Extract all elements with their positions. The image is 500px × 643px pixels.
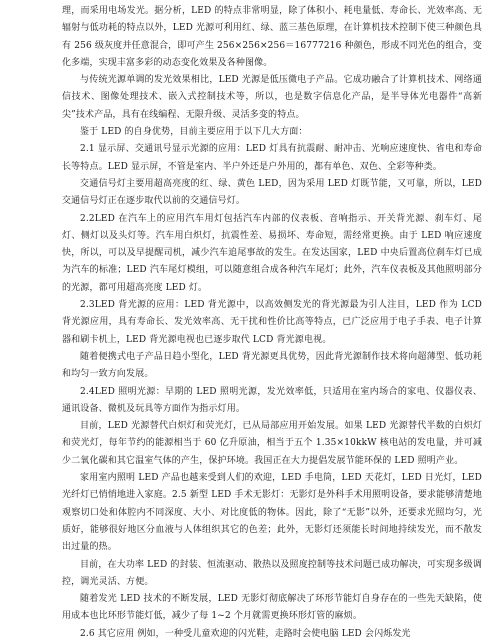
paragraph-4: 2.1 显示屏、交通讯号显示光源的应用：LED 灯具有抗震耐、耐冲击、光响应速度快、省电和寿命长等特点。LED 显示屏，不管是室内、半户外还是户外用的，都有单色、双色、全彩等种类。 bbox=[62, 144, 482, 172]
paragraph-9: 2.4LED 照明光源：早期的 LED 照明光源，发光效率低，只适用在室内场合的家电、仪器仪表、通讯设备、微机及玩具等方面作为指示灯用。 bbox=[62, 386, 482, 414]
paragraph-10: 目前，LED 光源替代白炽灯和荧光灯，已从局部应用开始发展。如果 LED 光源替代半数的白炽灯和荧光灯，每年节约的能源相当于 60 亿升原油，相当于五个 1.35×10kkW 核电站的发电量，并可减少二氧化碳和其它温室气体的产生，保护环境。我国正在大力提倡发展节能环保的 LED 照明产业。 bbox=[62, 421, 482, 466]
paragraph-13: 随着发光 LED 技术的不断发展，LED 无影灯彻底解决了环形节能灯自身存在的一些先天缺陷，使用成本也比环形节能灯低，减少了每 1~2 个月就需更换环形灯管的麻烦。 bbox=[62, 594, 482, 622]
paragraph-6: 2.2LED 在汽车上的应用汽车用灯包括汽车内部的仪表板、音响指示、开关背光源、刹车灯、尾灯、侧灯以及头灯等。汽车用白炽灯，抗震性差、易损坏、寿命短，需经常更换。由于 LED 响应速度快，所以，可以及早提醒司机，减少汽车追尾事故的发生。在发达国家，LED 中央后置高位刹车灯已成为汽车的标准；LED 汽车尾灯模组，可以随意组合成各种汽车尾灯；此外，汽车仪表板及其他照明部分的光源，都可用超高亮度 LED 灯。 bbox=[62, 213, 482, 293]
paragraph-12: 目前，在大功率 LED 的封装、恒流驱动、散热以及照度控制等技术问题已成功解决，可实现多级调控，调光灵活、方便。 bbox=[62, 559, 482, 587]
paragraph-8: 随着便携式电子产品日趋小型化，LED 背光源更具优势，因此背光源制作技术将向超薄型、低功耗和均匀一致方向发展。 bbox=[62, 351, 482, 380]
paragraph-3: 鉴于 LED 的自身优势，目前主要应用于以下几大方面： bbox=[80, 127, 308, 138]
paragraph-2: 与传统光源单调的发光效果相比，LED 光源是低压微电子产品。它成功融合了计算机技术、网络通信技术、图像处理技术、嵌入式控制技术等，所以，也是数字信息化产品，是半导体光电器件“高新尖”技术产品，具有在线编程、无限升级、灵活多变的特点。 bbox=[62, 75, 482, 120]
paragraph-1: 理，而采用电场发光。据分析，LED 的特点非常明显，除了体积小、耗电量低、寿命长、光效率高、无辐射与低功耗的特点以外，LED 光源可利用红、绿、蓝三基色原理，在计算机技术控制下使三种颜色具有 256 级灰度并任意混合，即可产生 256×256×256＝16777216 种颜色，形成不同光色的组合，变化多端，实现丰富多彩的动态变化效果及各种图像。 bbox=[62, 6, 482, 68]
paragraph-5: 交通信号灯主要用超高亮度的红、绿、黄色 LED，因为采用 LED 灯既节能，又可靠，所以，LED 交通信号灯正在逐步取代以前的交通信号灯。 bbox=[62, 178, 482, 207]
document-body bbox=[62, 3, 482, 643]
paragraph-11: 家用室内照明 LED 产品也越来受到人们的欢迎，LED 手电筒，LED 天花灯，LED 日光灯，LED 光纤灯已悄悄地进入家庭。2.5 新型 LED 手术无影灯：无影灯是外科手术用照明设备，要求能够清楚地观察切口处和体腔内不同深度、大小、对比度低的物体。因此，除了“无影”以外，还要求光照均匀，光质好，能够很好地区分血液与人体组织其它的色差；此外，无影灯还须能长时间地持续发光，而不散发出过量的热。 bbox=[62, 473, 482, 553]
paragraph-14: 2.6 其它应用 例如，一种受儿童欢迎的闪光鞋，走路时会使电脑 LED 会闪烁发光 bbox=[80, 628, 411, 639]
paragraph-7: 2.3LED 背光源的应用：LED 背光源中，以高效侧发光的背光源最为引人注目，LED 作为 LCD 背光源应用，具有寿命长、发光效率高、无干扰和性价比高等特点，已广泛应用于电子手表、电子计算器和刷卡机上，LED 背光源电视也已逐步取代 LCD 背光源电视。 bbox=[62, 300, 482, 345]
